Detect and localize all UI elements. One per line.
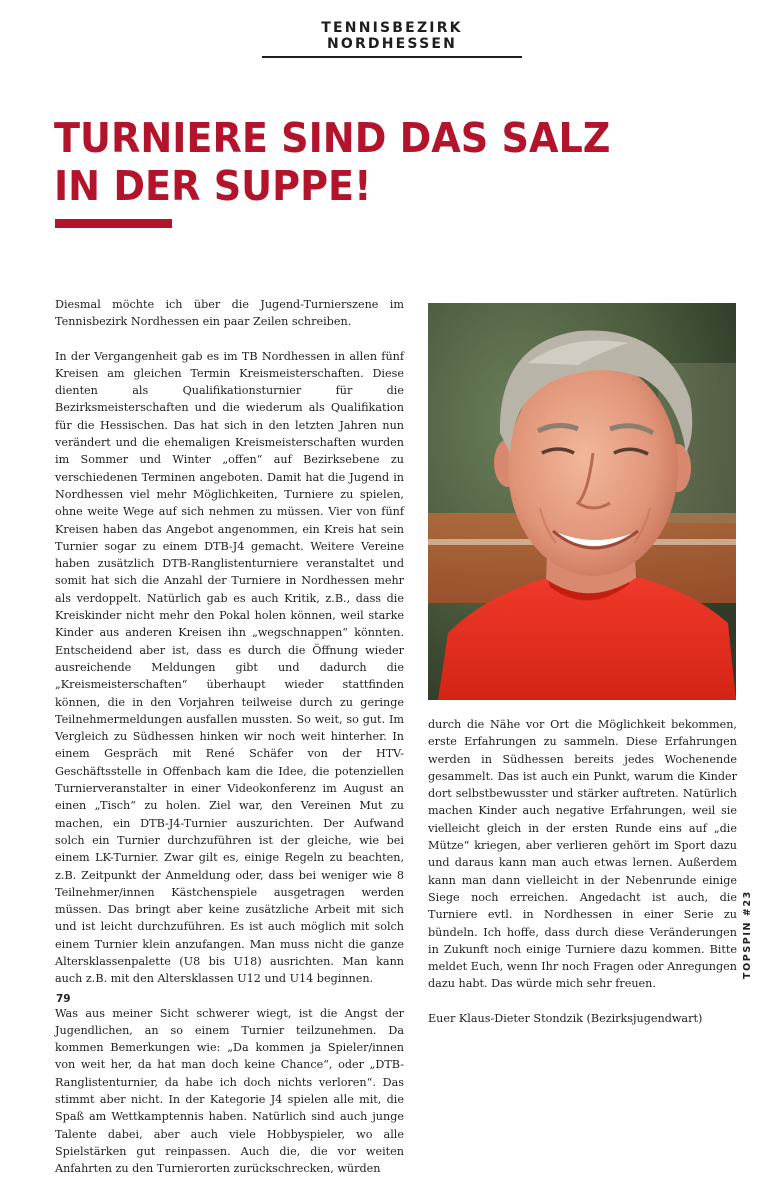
body-paragraph: durch die Nähe vor Ort die Möglichkeit bekommen, erste Erfahrungen zu sammeln. Diese Erfahrungen werden in Südhessen bereits jedes Wochenende gesammelt. Das ist auch ein Punkt, warum die Kinder dort selbstbewusster und stärker auftreten. Natürlich machen Kinder auch negative Erfahrungen, weil sie vielleicht gleich in der ersten Runde eins auf „die Mütze“ kriegen, aber verlieren gehört im Sport dazu und daraus kann man auch etwas lernen. Außerdem kann man dann vielleicht in der Nebenrunde einige Siege noch erreichen. Angedacht ist auch, die Turniere evtl. in Nordhessen in einer Serie zu bündeln. Ich hoffe, dass durch diese Veränderungen in Zukunft noch einige Turniere dazu kommen. Bitte meldet Euch, wenn Ihr noch Fragen oder Anregungen dazu habt. Das würde mich sehr freuen. — [428, 718, 737, 991]
section-header: TENNISBEZIRK NORDHESSEN — [262, 20, 522, 58]
page-number: 79 — [56, 993, 71, 1005]
portrait-photo-icon — [428, 303, 736, 700]
article-column-left — [55, 296, 404, 1195]
intro-paragraph: Diesmal möchte ich über die Jugend-Turnierszene im Tennisbezirk Nordhessen ein paar Zeilen schreiben. — [55, 298, 404, 329]
author-signature: Euer Klaus-Dieter Stondzik (Bezirksjugendwart) — [428, 1011, 703, 1025]
magazine-issue-label: TOPSPIN #23 — [742, 890, 753, 979]
headline-accent-bar — [55, 219, 172, 228]
headline-line-1: TURNIERE SIND DAS SALZ — [54, 114, 611, 162]
article-column-right — [428, 716, 737, 1044]
headline-line-2: IN DER SUPPE! — [54, 162, 372, 210]
article-headline — [54, 114, 612, 210]
body-paragraph: In der Vergangenheit gab es im TB Nordhessen in allen fünf Kreisen am gleichen Termin Kreismeisterschaften. Diese dienten als Qualifikationsturnier für die Bezirksmeisterschaften und die wiederum als Qualifikation für die Hessischen. Das hat sich in den letzten Jahren nun verändert und die ehemaligen Kreismeisterschaften wurden im Sommer und Winter „offen“ auf Bezirksebene zu verschiedenen Terminen angeboten. Damit hat die Jugend in Nordhessen viel mehr Möglichkeiten, Turniere zu spielen, ohne weite Wege auf sich nehmen zu müssen. Vier von fünf Kreisen haben das Angebot angenommen, ein Kreis hat sein Turnier sogar zu einem DTB-J4 gemacht. Weitere Vereine haben zusätzlich DTB-Ranglistenturniere veranstaltet und somit hat sich die Anzahl der Turniere in Nordhessen mehr als verdoppelt. Natürlich gab es auch Kritik, z.B., dass die Kreiskinder nicht mehr den Pokal holen können, weil starke Kinder aus anderen Kreisen ihn „wegschnappen“ könnten. Entscheidend aber ist, dass es durch die Öffnung wieder ausreichende Meldungen gibt und dadurch die „Kreismeisterschaften“ überhaupt wieder stattfinden können, die in den Vorjahren teilweise durch zu geringe Teilnehmermeldungen ausfallen mussten. So weit, so gut. Im Vergleich zu Südhessen hinken wir noch weit hinterher. In einem Gespräch mit René Schäfer von der HTV-Geschäftsstelle in Offenbach kam die Idee, die potenziellen Turnierveranstalter in einer Videokonferenz im August an einen „Tisch“ zu holen. Ziel war, den Vereinen Mut zu machen, ein DTB-J4-Turnier auszurichten. Der Aufwand solch ein Turnier durchzuführen ist der gleiche, wie bei einem LK-Turnier. Zwar gilt es, einige Regeln zu beachten, z.B. Zeitpunkt der Anmeldung oder, dass bei weniger wie 8 Teilnehmer/innen Kästchenspiele ausgetragen werden müssen. Das bringt aber keine zusätzliche Arbeit mit sich und ist leicht durchzuführen. Es ist auch möglich mit solch einem Turnier klein anzufangen. Man muss nicht die ganze Altersklassenpalette (U8 bis U18) ausrichten. Man kann auch z.B. mit den Altersklassen U12 und U14 beginnen. — [55, 349, 404, 986]
body-paragraph: Was aus meiner Sicht schwerer wiegt, ist die Angst der Jugendlichen, an so einem Turnier teilzunehmen. Da kommen Bemerkungen wie: „Da kommen ja Spieler/innen von weit her, da hat man doch keine Chance“, oder „DTB-Ranglistenturnier, da habe ich doch nichts verloren“. Das stimmt aber nicht. In der Kategorie J4 spielen alle mit, die Spaß am Wettkamptennis haben. Natürlich sind auch junge Talente dabei, aber auch viele Hobbyspieler, wo alle Spielstärken gut reinpassen. Auch die, die vor weiten Anfahrten zu den Turnierorten zurückschrecken, würden — [55, 1006, 404, 1176]
author-portrait-photo — [428, 303, 736, 700]
